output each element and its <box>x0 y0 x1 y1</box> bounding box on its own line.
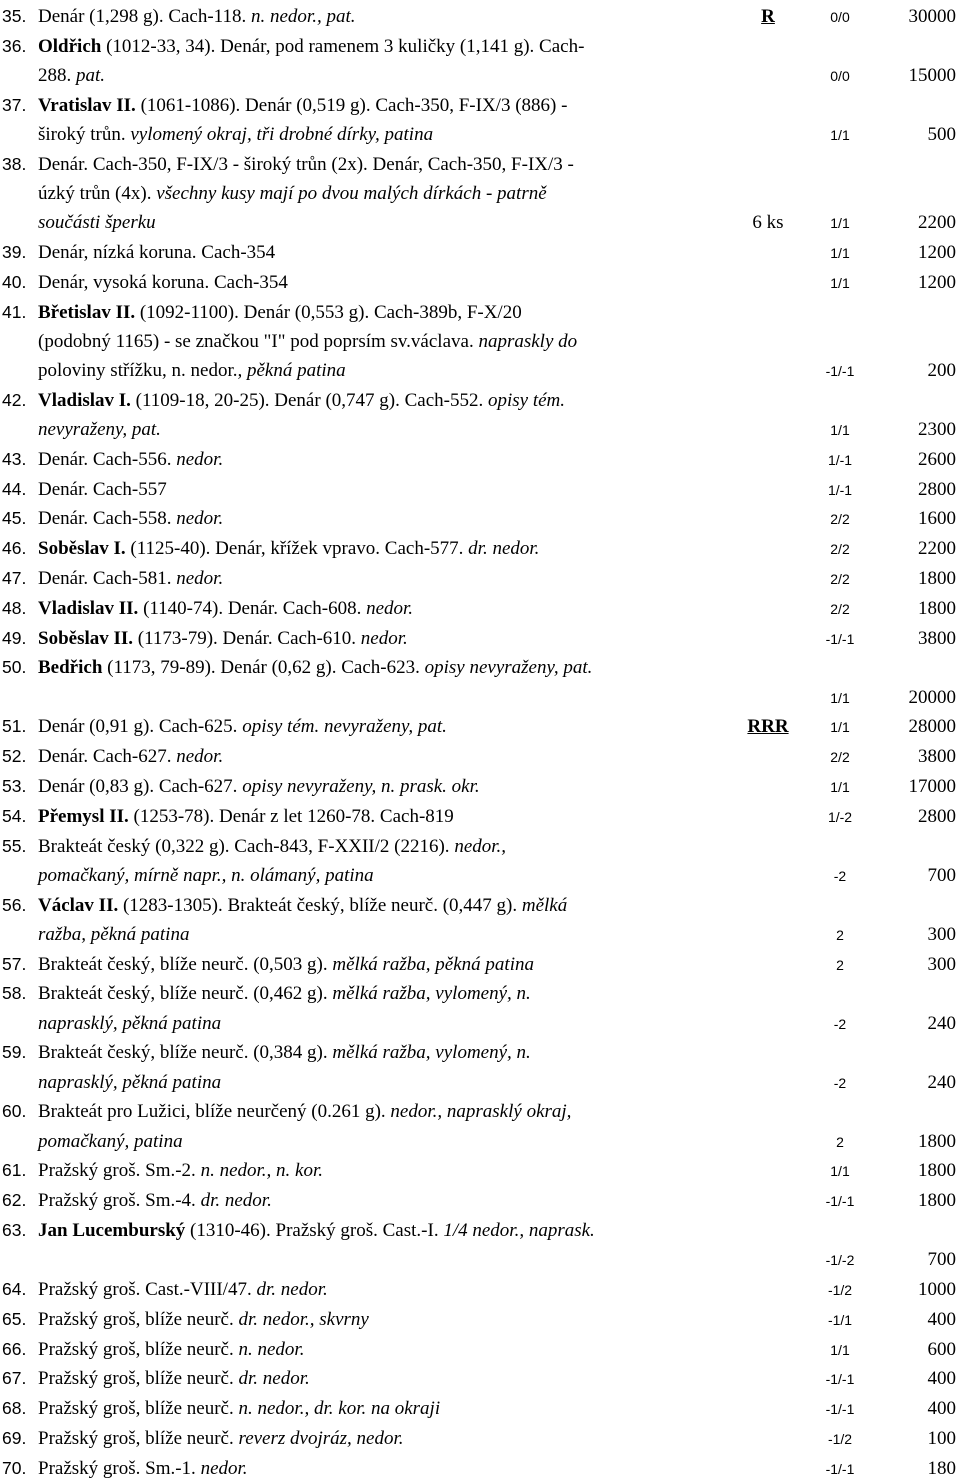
entry-number: 43. <box>2 448 27 469</box>
description-text: Denár (0,83 g). Cach-627. <box>38 776 243 797</box>
condition-note: opisy nevyraženy, n. prask. okr. <box>242 776 480 797</box>
entry-description-line <box>38 1160 323 1182</box>
description-text: Denár. Cach-557 <box>38 478 167 500</box>
description-text: široký trůn. <box>38 123 131 145</box>
price: 1200 <box>918 242 956 263</box>
grade: -1/-2 <box>825 1252 855 1269</box>
price: 1800 <box>918 1190 956 1212</box>
grade: 2/2 <box>830 600 850 617</box>
entry-number: 50. <box>2 657 27 678</box>
description-text: Pražský groš, blíže neurč. <box>38 1398 239 1420</box>
condition-note: mělká ražba, vylomený, n. <box>332 983 531 1005</box>
description-text: (1061-1086). Denár (0,519 g). Cach-350, F-IX/3 (886) - <box>135 94 568 116</box>
entry-description-line <box>38 65 105 87</box>
entry-description-line <box>38 598 413 620</box>
price: 3800 <box>918 746 956 768</box>
condition-note: dr. nedor. <box>200 1190 272 1212</box>
grade: 1/1 <box>830 245 850 261</box>
entry-description-line <box>38 360 346 382</box>
price: 700 <box>927 864 956 886</box>
grade: -1/-1 <box>825 362 855 379</box>
condition-note: pomačkaný, mírně napr., n. olámaný, patina <box>38 864 374 886</box>
price: 2800 <box>918 478 956 500</box>
entry-number: 40. <box>2 271 27 292</box>
price: 1600 <box>918 508 956 530</box>
price: 15000 <box>908 64 956 86</box>
ruler-name: Vladislav I. <box>38 389 131 411</box>
entry-number: 56. <box>2 894 27 915</box>
description-text: (1173, 79-89). Denár (0,62 g). Cach-623. <box>102 657 425 679</box>
price: 400 <box>927 1398 956 1420</box>
grade: 2/2 <box>830 511 850 528</box>
price: 1000 <box>918 1279 956 1300</box>
description-text: Pražský groš. Cast.-VIII/47. <box>38 1279 257 1300</box>
entry-description-line <box>38 1220 595 1242</box>
entry-description-line <box>38 628 408 650</box>
condition-note: nedor. <box>176 508 224 530</box>
entry-description-line <box>38 1042 531 1064</box>
grade: 2 <box>836 926 844 943</box>
description-text: (1109-18, 20-25). Denár (0,747 g). Cach-552. <box>130 389 488 411</box>
grade: 1/1 <box>830 779 850 795</box>
description-text: Denár (0,91 g). Cach-625. <box>38 716 243 738</box>
entry-description-line <box>38 657 592 679</box>
condition-note: nedor. <box>360 627 408 649</box>
condition-note: mělká ražba, vylomený, n. <box>332 1042 531 1064</box>
description-text: Denár. Cach-350, F-IX/3 - široký trůn (2x). Denár, Cach-350, F-IX/3 - <box>38 153 574 175</box>
entry-description-line <box>38 716 447 738</box>
grade: 2 <box>836 956 844 973</box>
grade: 1/1 <box>830 215 850 232</box>
entry-number: 54. <box>2 805 27 826</box>
condition-note: opisy tém. <box>487 389 566 411</box>
entry-number: 60. <box>2 1101 27 1122</box>
entry-description-line <box>38 836 506 858</box>
price: 400 <box>927 1368 956 1390</box>
entry-description-line <box>38 36 584 58</box>
entry-number: 46. <box>2 538 27 559</box>
entry-number: 38. <box>2 153 27 174</box>
entry-description-line <box>38 331 577 353</box>
description-text: Brakteát český, blíže neurč. (0,384 g). <box>38 1042 333 1064</box>
ruler-name: Oldřich <box>38 35 102 57</box>
entry-number: 45. <box>2 508 27 529</box>
description-text: Denár. Cach-556. <box>38 448 177 470</box>
entry-number: 67. <box>2 1368 27 1389</box>
condition-note: nedor., <box>454 835 507 857</box>
entry-description-line <box>38 1131 183 1153</box>
price: 100 <box>927 1428 956 1449</box>
price: 1800 <box>918 568 956 589</box>
entry-number: 49. <box>2 627 27 648</box>
entry-description-line <box>38 6 355 28</box>
grade: -1/-1 <box>825 1401 855 1418</box>
rarity-mark: RRR <box>747 716 789 738</box>
description-text: (podobný 1165) - se značkou "I" pod poprsím sv.václava. <box>38 330 479 352</box>
condition-note: 1/4 nedor., naprask. <box>443 1220 595 1241</box>
grade: 2/2 <box>830 571 850 587</box>
condition-note: nedor. <box>366 597 414 619</box>
price: 1800 <box>918 1160 956 1182</box>
condition-note: dr. nedor. <box>238 1368 310 1390</box>
price: 2300 <box>918 418 956 440</box>
price: 1200 <box>918 271 956 293</box>
grade: -1/-1 <box>825 1193 855 1210</box>
grade: -2 <box>833 1074 847 1091</box>
entry-description-line <box>38 1398 440 1420</box>
condition-note: dr. nedor., skvrny <box>238 1308 369 1330</box>
entry-description-line <box>38 479 167 501</box>
description-text: úzký trůn (4x). <box>38 182 157 204</box>
grade: 1/1 <box>830 126 850 143</box>
price: 20000 <box>908 686 956 708</box>
description-text: Pražský groš, blíže neurč. <box>38 1338 239 1360</box>
price: 30000 <box>908 6 956 27</box>
grade: -1/-1 <box>825 630 855 647</box>
grade: -2 <box>833 867 847 884</box>
ruler-name: Vladislav II. <box>38 597 139 619</box>
entry-number: 53. <box>2 776 27 796</box>
entry-number: 37. <box>2 94 27 115</box>
description-text: poloviny střížku, n. nedor. <box>38 359 238 381</box>
grade: -1/1 <box>827 1311 853 1328</box>
entry-number: 65. <box>2 1308 27 1329</box>
condition-note: nedor. <box>176 746 224 768</box>
entry-description-line <box>38 212 156 234</box>
description-text: Denár, vysoká koruna. Cach-354 <box>38 271 288 293</box>
entry-number: 58. <box>2 983 27 1004</box>
price: 2200 <box>918 212 956 234</box>
entry-number: 59. <box>2 1042 27 1063</box>
description-text: Brakteát český, blíže neurč. (0,462 g). <box>38 983 333 1005</box>
entry-number: 35. <box>2 6 27 26</box>
ruler-name: Soběslav II. <box>38 627 134 649</box>
grade: -1/2 <box>827 1282 853 1298</box>
price: 3800 <box>918 627 956 649</box>
entry-description-line <box>38 1013 221 1035</box>
ruler-name: Přemysl II. <box>38 805 129 827</box>
condition-note: reverz dvojráz, nedor. <box>238 1428 404 1449</box>
description-text: Denár. Cach-581. <box>38 568 177 589</box>
condition-note: mělká ražba, pěkná patina <box>332 953 534 975</box>
entry-description-line <box>38 865 374 887</box>
ruler-name: Jan Lucemburský <box>38 1220 186 1241</box>
entry-description-line <box>38 1339 304 1361</box>
entry-number: 39. <box>2 242 27 262</box>
description-text: Pražský groš, blíže neurč. <box>38 1368 239 1390</box>
description-text: Brakteát český (0,322 g). Cach-843, F-XXII/2 (2216). <box>38 835 455 857</box>
entry-number: 61. <box>2 1160 27 1181</box>
condition-note: součásti šperku <box>38 212 156 234</box>
condition-note: nedor. <box>200 1457 248 1479</box>
entry-description-line <box>38 746 223 768</box>
condition-note: pomačkaný, patina <box>38 1130 183 1152</box>
condition-note: n. nedor., dr. kor. na okraji <box>238 1398 441 1420</box>
price: 300 <box>927 953 956 975</box>
ruler-name: Václav II. <box>38 894 119 916</box>
description-text: (1173-79). Denár. Cach-610. <box>133 627 361 649</box>
quantity: 6 ks <box>752 212 784 234</box>
condition-note: nedor. <box>176 568 224 589</box>
entry-number: 55. <box>2 835 27 856</box>
entry-number: 42. <box>2 389 27 410</box>
grade: 0/0 <box>830 67 850 84</box>
description-text: (1140-74). Denár. Cach-608. <box>138 597 367 619</box>
grade: -1/-1 <box>825 1371 855 1388</box>
grade: 1/1 <box>830 1341 850 1358</box>
price: 1800 <box>918 597 956 619</box>
price: 400 <box>927 1308 956 1330</box>
entry-description-line <box>38 538 539 560</box>
condition-note: dr. nedor. <box>468 538 540 560</box>
ruler-name: Bedřich <box>38 657 103 679</box>
entry-description-line <box>38 1190 272 1212</box>
condition-note: opisy nevyraženy, pat. <box>424 657 593 679</box>
price: 600 <box>927 1338 956 1360</box>
condition-note: nedor. <box>176 448 224 470</box>
condition-note: dr. nedor. <box>256 1279 328 1300</box>
description-text: Denár (1,298 g). Cach-118. <box>38 6 251 27</box>
grade: 1/1 <box>830 719 850 736</box>
rarity-mark: R <box>761 6 775 27</box>
condition-note: ražba, pěkná patina <box>38 923 190 945</box>
description-text: (1092-1100). Denár (0,553 g). Cach-389b, F-X/20 <box>135 301 522 323</box>
grade: -1/-1 <box>825 1460 855 1477</box>
condition-note: n. nedor., pat. <box>250 6 356 27</box>
entry-description-line <box>38 154 574 176</box>
entry-number: 63. <box>2 1220 27 1240</box>
entry-number: 66. <box>2 1338 27 1359</box>
condition-note: nevyraženy, pat. <box>38 418 161 440</box>
grade: 1/1 <box>830 689 850 706</box>
entry-description-line <box>38 419 161 441</box>
price: 700 <box>927 1249 956 1271</box>
grade: 2/2 <box>830 749 850 766</box>
grade: 1/-2 <box>827 808 853 825</box>
description-text: 288. <box>38 64 76 86</box>
entry-description-line <box>38 895 567 917</box>
description-text: Denár, nízká koruna. Cach-354 <box>38 242 276 263</box>
condition-note: naprasklý, pěkná patina <box>38 1071 222 1093</box>
description-text: (1283-1305). Brakteát český, blíže neurč. (0,447 g). <box>118 894 522 916</box>
condition-note: n. nedor. <box>238 1338 305 1360</box>
condition-note: všechny kusy mají po dvou malých dírkách - patrně <box>156 182 547 204</box>
entry-number: 68. <box>2 1398 27 1419</box>
condition-note: pat. <box>76 64 106 86</box>
price: 2200 <box>918 538 956 560</box>
price: 240 <box>927 1012 956 1034</box>
entry-description-line <box>38 1279 328 1301</box>
grade: 1/1 <box>830 421 850 438</box>
description-text: Pražský groš. Sm.-1. <box>38 1457 201 1479</box>
price: 2600 <box>918 448 956 470</box>
entry-description-line <box>38 924 189 946</box>
entry-number: 69. <box>2 1428 27 1448</box>
price: 240 <box>927 1071 956 1093</box>
entry-description-line <box>38 272 288 294</box>
price: 300 <box>927 923 956 945</box>
price: 180 <box>927 1457 956 1479</box>
description-text: Pražský groš, blíže neurč. <box>38 1428 239 1449</box>
description-text: Pražský groš. Sm.-2. <box>38 1160 201 1182</box>
grade: 1/1 <box>830 274 850 291</box>
price: 500 <box>927 123 956 145</box>
entry-description-line <box>38 983 531 1005</box>
condition-note: , pěkná patina <box>237 359 346 381</box>
condition-note: opisy tém. nevyraženy, pat. <box>242 716 447 738</box>
description-text: (1310-46). Pražský groš. Cast.-I. <box>185 1220 444 1241</box>
grade: 1/-1 <box>827 481 853 498</box>
entry-number: 52. <box>2 746 27 767</box>
entry-number: 64. <box>2 1279 27 1299</box>
entry-number: 62. <box>2 1190 27 1211</box>
description-text: Pražský groš, blíže neurč. <box>38 1308 239 1330</box>
entry-description-line <box>38 242 275 264</box>
description-text: (1012-33, 34). Denár, pod ramenem 3 kuličky (1,141 g). Cach- <box>101 35 585 57</box>
description-text: Denár. Cach-627. <box>38 746 177 768</box>
entry-number: 51. <box>2 716 27 737</box>
grade: 0/0 <box>830 9 850 25</box>
entry-description-line <box>38 1309 369 1331</box>
entry-description-line <box>38 1428 404 1450</box>
grade: -2 <box>833 1015 847 1032</box>
entry-description-line <box>38 390 565 412</box>
price: 2800 <box>918 805 956 827</box>
entry-number: 48. <box>2 597 27 618</box>
condition-note: mělká <box>521 894 568 916</box>
grade: 2 <box>836 1133 844 1150</box>
entry-description-line <box>38 954 534 976</box>
description-text: (1125-40). Denár, křížek vpravo. Cach-577. <box>125 538 469 560</box>
condition-note: naprasklý, pěkná patina <box>38 1012 222 1034</box>
description-text: (1253-78). Denár z let 1260-78. Cach-819 <box>128 805 454 827</box>
entry-description-line <box>38 776 480 798</box>
description-text: Pražský groš. Sm.-4. <box>38 1190 201 1212</box>
entry-number: 70. <box>2 1457 27 1478</box>
entry-number: 44. <box>2 478 27 499</box>
description-text: Denár. Cach-558. <box>38 508 177 530</box>
grade: 1/1 <box>830 1163 850 1180</box>
entry-description-line <box>38 449 223 471</box>
ruler-name: Soběslav I. <box>38 538 126 560</box>
description-text: Brakteát český, blíže neurč. (0,503 g). <box>38 953 333 975</box>
entry-description-line <box>38 1368 310 1390</box>
price: 200 <box>927 359 956 381</box>
price: 17000 <box>908 776 956 797</box>
entry-description-line <box>38 183 547 205</box>
condition-note: nedor., naprasklý okraj, <box>390 1101 572 1123</box>
entry-description-line <box>38 95 567 117</box>
entry-description-line <box>38 568 223 590</box>
entry-description-line <box>38 1101 571 1123</box>
price: 28000 <box>908 716 956 738</box>
price: 1800 <box>918 1130 956 1152</box>
grade: 1/-1 <box>827 451 853 468</box>
ruler-name: Břetislav II. <box>38 301 136 323</box>
entry-number: 41. <box>2 301 27 322</box>
condition-note: napraskly do <box>478 330 578 352</box>
entry-description-line <box>38 124 433 146</box>
entry-description-line <box>38 302 522 324</box>
grade: -1/2 <box>827 1431 853 1447</box>
condition-note: n. nedor., n. kor. <box>200 1160 324 1182</box>
grade: 2/2 <box>830 541 850 558</box>
description-text: Brakteát pro Lužici, blíže neurčený (0.261 g). <box>38 1101 391 1123</box>
condition-note: vylomený okraj, tři drobné dírky, patina <box>130 123 434 145</box>
entry-number: 57. <box>2 953 27 974</box>
entry-description-line <box>38 806 454 828</box>
entry-description-line <box>38 508 223 530</box>
ruler-name: Vratislav II. <box>38 94 136 116</box>
entry-number: 36. <box>2 35 27 56</box>
entry-number: 47. <box>2 568 27 588</box>
entry-description-line <box>38 1072 221 1094</box>
entry-description-line <box>38 1458 248 1480</box>
